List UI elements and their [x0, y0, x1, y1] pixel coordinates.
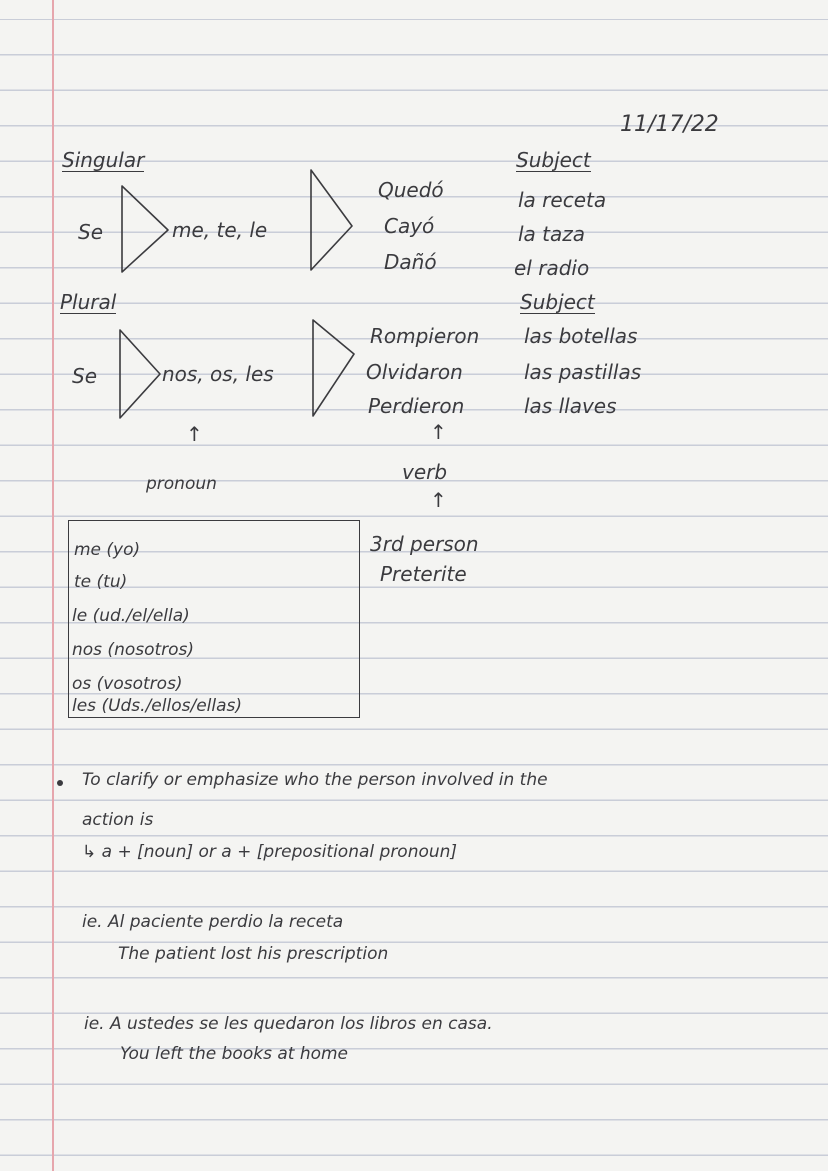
singular-subject-heading: Subject [516, 148, 591, 172]
singular-heading: Singular [62, 148, 145, 172]
singular-pronoun-arrow-icon [311, 170, 352, 270]
plural-se: Se [72, 364, 97, 388]
plural-subject-heading: Subject [520, 290, 595, 314]
verb-label: verb [402, 460, 448, 484]
pronoun-box-item-2: te (tu) [74, 572, 128, 592]
pronoun-box-item-5: os (vosotros) [72, 674, 183, 694]
plural-se-arrow-icon [120, 330, 160, 418]
singular-se: Se [78, 220, 103, 244]
example-2-english: You left the books at home [120, 1044, 349, 1064]
pronoun-label: pronoun [146, 474, 217, 494]
singular-subject-1: la receta [518, 188, 607, 212]
pronoun-box-item-3: le (ud./el/ella) [72, 606, 190, 626]
plural-verb-2: Olvidaron [366, 360, 463, 384]
plural-subject-3: las llaves [524, 394, 617, 418]
plural-pronouns: nos, os, les [162, 362, 274, 386]
pronoun-box-item-1: me (yo) [74, 540, 141, 560]
preterite-label: Preterite [380, 562, 467, 586]
plural-subject-1: las botellas [524, 324, 638, 348]
pronoun-box-item-6: les (Uds./ellos/ellas) [72, 696, 242, 716]
person-arrow-icon: ↑ [430, 488, 447, 512]
bullet-icon [57, 780, 63, 786]
plural-heading: Plural [60, 290, 117, 314]
plural-pronoun-arrow-icon [313, 320, 354, 416]
singular-se-arrow-icon [122, 186, 168, 272]
singular-verb-1: Quedó [378, 178, 444, 202]
plural-verb-3: Perdieron [368, 394, 465, 418]
note-line-1: To clarify or emphasize who the person involved in the [82, 770, 548, 790]
singular-subject-2: la taza [518, 222, 586, 246]
example-2-spanish: ie. A ustedes se les quedaron los libros en casa. [84, 1014, 493, 1034]
example-1-spanish: ie. Al paciente perdio la receta [82, 912, 344, 932]
date: 11/17/22 [620, 112, 719, 137]
plural-subject-2: las pastillas [524, 360, 642, 384]
example-1-english: The patient lost his prescription [118, 944, 389, 964]
pronoun-arrow-icon: ↑ [186, 422, 203, 446]
note-line-2: action is [82, 810, 154, 830]
third-person-label: 3rd person [370, 532, 479, 556]
singular-verb-3: Dañó [384, 250, 437, 274]
verb-arrow-icon: ↑ [430, 420, 447, 444]
singular-pronouns: me, te, le [172, 218, 268, 242]
singular-verb-2: Cayó [384, 214, 435, 238]
pronoun-box-item-4: nos (nosotros) [72, 640, 195, 660]
note-line-3: ↳ a + [noun] or a + [prepositional pronoun] [82, 842, 458, 862]
plural-verb-1: Rompieron [370, 324, 480, 348]
singular-subject-3: el radio [514, 256, 590, 280]
